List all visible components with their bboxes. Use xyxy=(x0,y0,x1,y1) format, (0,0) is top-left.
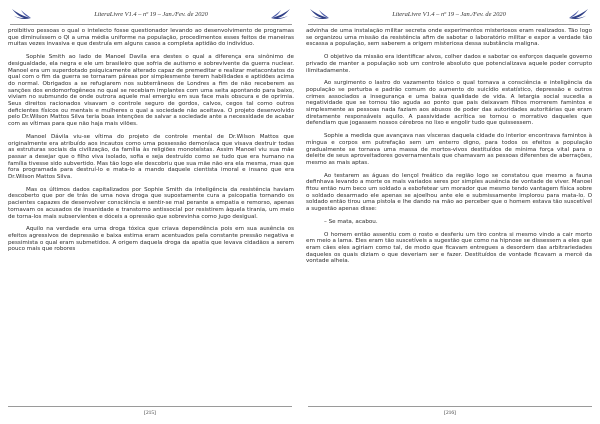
page-footer xyxy=(308,406,592,416)
paragraph: Aquilo na verdade era uma droga tóxica que criava dependência pois em sua ausência os efeitos agressivos de depressão e baixa estima eram acentuados pela constante pressão negativa e pessimista o qual eram submetidos. A origem daquela droga da apatia que levava cidadãos a serem pouco mais que robores xyxy=(8,226,294,253)
header-divider xyxy=(10,24,292,25)
page-header xyxy=(8,7,294,21)
header-title: LiteraLivre V1.4 – nº 19 – Jan./Fev. de 2020 xyxy=(392,10,506,18)
paragraph: Ao testarem as águas do lençol freático da região logo se constatou que mesmo a fauna definhava levando a morte os mais variados seres por simples ausência de vontade de viver. Manoel fitou então num beco um soldado a esbofetear um morador que mesmo tendo vantagem física sobre o soldado desarmado ele apenas se ajoelhou ante ele e submissamente implorou para mata-lo. O soldado então tirou uma pistola e lhe dando na mão ao perceber que o homem estava tão suscetível a sugestão apenas disse: xyxy=(306,172,592,213)
page-number: [215] xyxy=(144,410,156,416)
paragraph: Ao surgimento o lastro do vazamento tóxico o qual tornava a consciência e inteligência da população se perturba e padrão comum do aumento do suicídio estatístico, depressão e outros crimes associados a insegurança e uma baixa qualidade de vida. A letargia social sucedia a negatividade que se tornou tão aguda ao ponto que pais deixavam filhos morrerem famintos e simplesmente as pessoas nada faziam aos abusos de poder das autoridades autoritárias que eram diretamente responsáveis aquilo. A passividade acrítica se tornou o morrativo daqueles que defendiam que jogassem nossos cérebros no lixo e engolir tudo que quissessem. xyxy=(306,80,592,127)
paragraph: Mas os últimos dados capitalizados por Sophie Smith da inteligência da resistência haviam descoberto que por de trás de uma nova droga que supostamente cura a psicopatia tornando os pacientes capazes de desenvolver consciência e sentir-se mal perante a empatia e remorso, apenas tornavam os acusados de insanidade e transtorno antissocial por resistirem àquela tirania, um meio de torna-los mais subservientes e dóceis a opressão que sobrevinha como jugo desigual. xyxy=(8,186,294,220)
body-text xyxy=(306,28,592,265)
page-footer xyxy=(8,406,292,416)
wing-logo-icon xyxy=(270,8,292,20)
header-title: LiteraLivre V1.4 – nº 19 – Jan./Fev. de 2020 xyxy=(94,10,208,18)
paragraph: advinha de uma instalação militar secreta onde experimentos misteriosos eram realizados. Tão logo se organizou uma missão da resistência afim de sabotar o laboratório militar e expor a verdade tão escassa a população, sem saberem a origem misteriosa dessa substância maligna. xyxy=(306,28,592,48)
paragraph: Sophie Smith ao lado de Manoel Davila era destes o qual a diferença era sinônimo de desigualdade, ela negra e ele um brasileiro que sofria de autismo e sobrevivente da guerra nuclear. Manoel era um superdotado psiquicamente alterado capaz de premeditar e realizar metacontatos do qual com o fim da guerra se tornaram páreas por simplesmente terem habilidades e aptidões acima do normal. Obrigados a se refugiarem nos subterrâneos de Londres a fim de não receberem as sanções dos endomorfogêneos no qual se recebiam implantes com uma seita apontando para baixo, viviam no submundo de onde outrora aquele mal emergiu em sua face mais obscura e de oprimia. Seus direitos racionados visavam o controle seguro de gordos, calvos, cegos tal como outros deficientes físicos ou mentais e mulheres o qual a sociedade não aceitava. O projeto desenvolvido pelo Dr.Wilson Mattos Silva teria boas intenções de salvar a sociedade ante a necessidade de acabar com as vítimas para que não haja mais vilões. xyxy=(8,54,294,128)
header-divider xyxy=(308,24,590,25)
right-page xyxy=(300,0,600,424)
footer-divider xyxy=(8,406,292,407)
body-text xyxy=(8,28,294,253)
page-number: [216] xyxy=(444,410,456,416)
footer-divider xyxy=(308,406,592,407)
wing-logo-icon xyxy=(568,8,590,20)
paragraph: proibitivo pessoas o qual o intelecto fosse questionador levando ao desenvolvimento de programas que diminuíssem o QI a uma média uniforme na população, procedimentos esses feitos de maneiras muitas vezes invasiva e que destruía em alguns casos a completa aptidão do indivíduo. xyxy=(8,28,294,48)
dialogue-line: – Se mata, acabou. xyxy=(324,218,378,225)
wing-logo-icon xyxy=(10,8,32,20)
paragraph: Manoel Dávila viu-se vítima do projeto de controle mental de Dr.Wilson Mattos que originalmente era atribuído aos incautos como uma possessão demoníaca que visava destruir todas as estruturas sociais da civilização, da família às religiões monoteístas. Assim Manoel viu sua mãe passar a desejar que o filho viva isolado, sofia e seja destruído como se tudo que era humano na família tivesse sido subvertido. Mas tão logo ele descobriu que sua mãe não era ela mesma, mas que fora programada para destruí-lo e mata-lo a mando daquele cientista imoral e insano que era Dr.Wilson Mattos Silva. xyxy=(8,133,294,181)
wing-logo-icon xyxy=(308,8,330,20)
page-header xyxy=(306,7,592,21)
paragraph: O homem então assentiu com o rosto e desferiu um tiro contra si mesmo vindo a cair morto em meio a lama. Eles eram tão suscetíveis a sugestão que como na hipnose se dissessem a eles que eram cães eles agiriam como tal, de modo que ficavam entregues a desordem das arbitrariedades daqueles os quais diziam o que deveriam ser e fazer. Destituídos de vontade ficavam a mercê da vontade alheia. xyxy=(306,231,592,265)
paragraph: Sophie a medida que avançava nas vísceras daquela cidade do interior encontrava famintos à míngua e corpos em putrefação sem um enterro digno, para todos os efeitos a população gradualmente se tornava uma massa de mortos-vivos destituídos de mínima força vital para o deleite de seus aproveitadores governamentais que chamavam as pessoas diferentes de aberrações, mesmo as mais aptas. xyxy=(306,133,592,166)
paragraph: O objetivo da missão era identificar alvos, colher dados e sabotar os esforços daquele governo privado de manter a população sob um controle absoluto que potencializava aquele poder corrupto ilimitadamente. xyxy=(306,54,592,74)
